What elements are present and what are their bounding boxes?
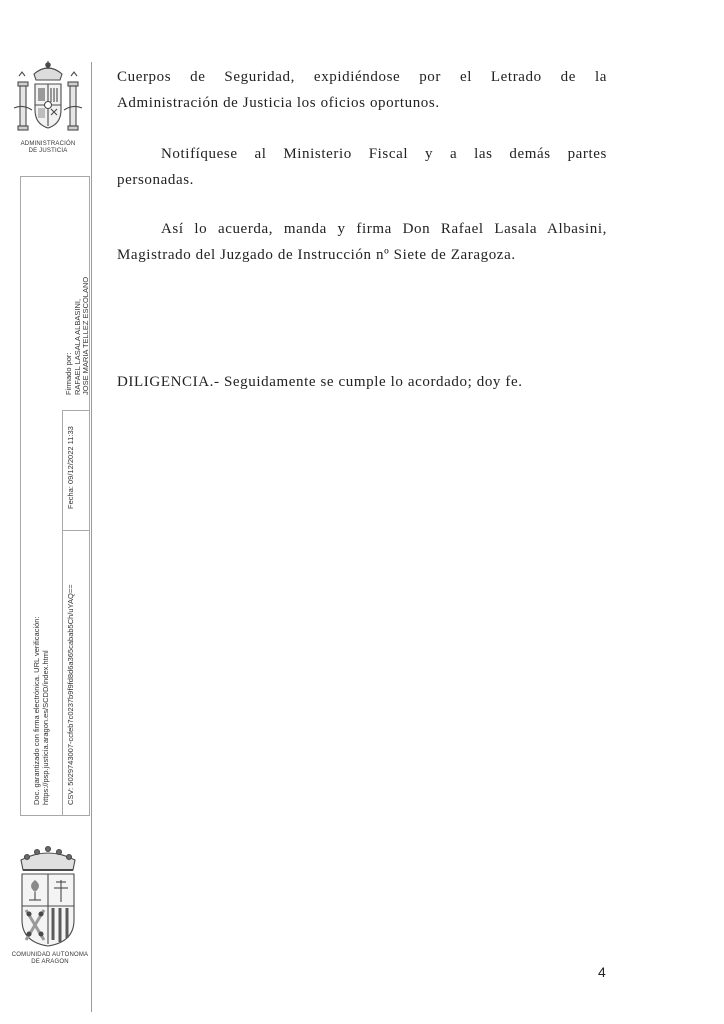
paragraph-line: Notifíquese al Ministerio Fiscal y a las demás partes xyxy=(161,146,607,162)
box-divider xyxy=(62,410,63,816)
paragraph-line: Administración de Justicia los oficios oportunos. xyxy=(117,95,440,111)
box-divider xyxy=(62,410,90,411)
aragon-coat-of-arms-icon xyxy=(15,842,81,950)
paragraph-line: personadas. xyxy=(117,172,194,188)
paragraph-line: Magistrado del Juzgado de Instrucción nº Siete de Zaragoza. xyxy=(117,247,516,263)
paragraph xyxy=(117,141,607,193)
verification-text: Doc. garantizado con firma electrónica. URL verificación: xyxy=(32,616,41,805)
paragraph xyxy=(117,216,607,268)
csv-code: CSV: 5029743007-ccfeb7c0237b9f9fd8d6a365cabab5Ch/uYAQ== xyxy=(66,584,75,805)
signers-block xyxy=(65,277,91,395)
administracion-justicia-label: ADMINISTRACIÓN DE JUSTICIA xyxy=(20,141,76,154)
sidebar-divider xyxy=(91,62,92,1012)
paragraph-line: Así lo acuerda, manda y firma Don Rafael Lasala Albasini, xyxy=(161,221,607,237)
signature-date: Fecha: 09/12/2022 11:33 xyxy=(66,426,75,509)
signer-name: JOSE MARIA TELLEZ ESCOLANO xyxy=(81,276,90,395)
verification-notice xyxy=(33,616,50,805)
signers-heading: Firmado por: xyxy=(64,352,73,395)
page-number: 4 xyxy=(598,964,606,980)
paragraph xyxy=(117,64,607,116)
spain-coat-of-arms-icon xyxy=(10,60,86,140)
signature-verification-box xyxy=(20,176,90,816)
diligencia-line: DILIGENCIA.- Seguidamente se cumple lo acordado; doy fe. xyxy=(117,374,523,390)
aragon-label: COMUNIDAD AUTONOMA DE ARAGON xyxy=(11,952,89,965)
signer-name: RAFAEL LASALA ALBASINI, xyxy=(72,298,82,395)
paragraph-line: Cuerpos de Seguridad, expidiéndose por el Letrado de la xyxy=(117,69,607,85)
verification-url[interactable]: https://psp.justicia.aragon.es/SCDD/index.html xyxy=(40,650,50,805)
box-divider xyxy=(62,530,90,531)
